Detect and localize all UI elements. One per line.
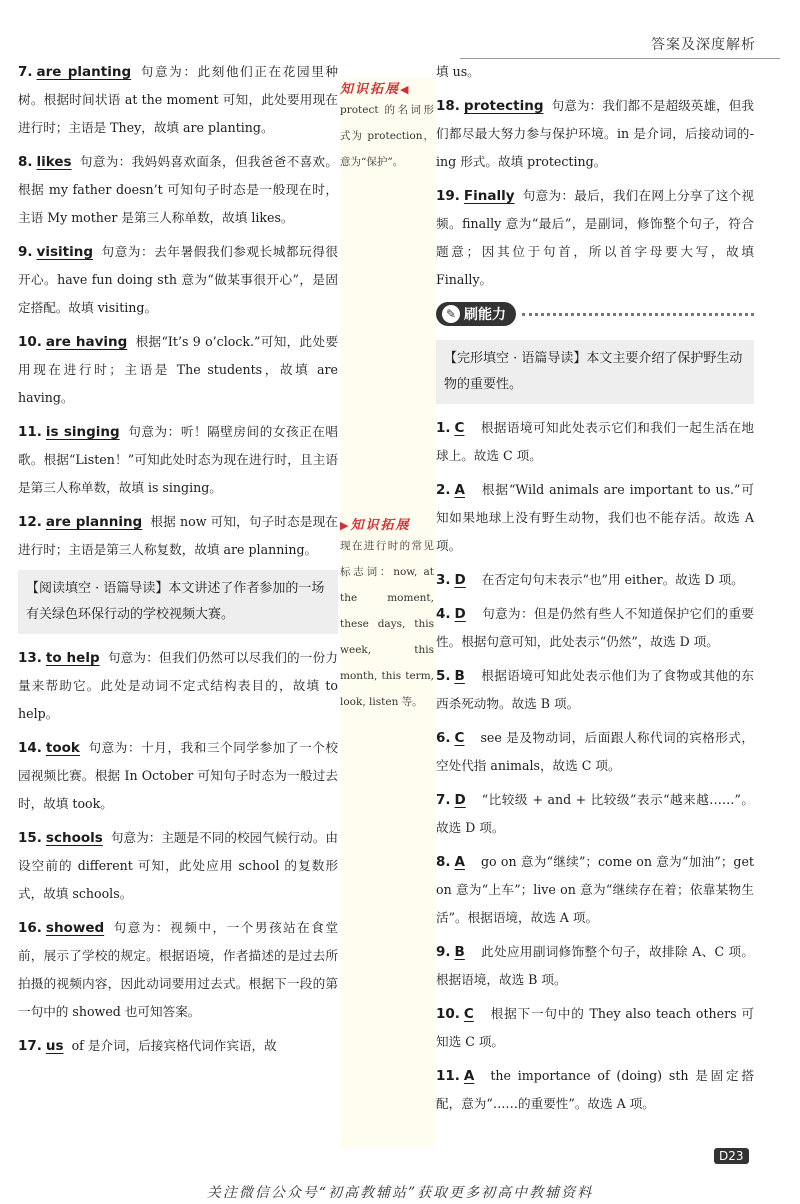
- answer-text: are planting: [36, 64, 132, 80]
- explanation-text: 句意为：视频中，一个男孩站在食堂前，展示了学校的规定。根据语境，作者描述的是过去所拍摄的视频内容，因此动词要用过去式。根据下一段的第一句中的 showed 也可知答案。: [18, 920, 338, 1019]
- explanation-text: 在否定句句末表示“也”用 either。故选 D 项。: [481, 572, 744, 587]
- question-number: 5.: [436, 668, 451, 684]
- answer-text: is singing: [45, 424, 120, 440]
- knowledge-tip-title: ▶知识拓展: [340, 518, 411, 533]
- explanation-text: 根据“Wild animals are important to us.”可知如果地球上没有野生动物，我们也不能存活。故选 A 项。: [436, 482, 754, 553]
- question-number: 9.: [18, 244, 33, 260]
- pencil-icon: ✎: [442, 305, 460, 323]
- explanation-text: “比较级 + and + 比较级”表示“越来越……”。故选 D 项。: [436, 792, 754, 835]
- knowledge-tip-2: [340, 514, 434, 715]
- brush-ability-label: 刷能力: [464, 307, 506, 323]
- answer-item: [18, 824, 338, 908]
- brush-ability-badge: [436, 302, 516, 326]
- explanation-text: 句意为：听！隔壁房间的女孩正在唱歌。根据“Listen！”可知此处时态为现在进行时，且主语是第三人称单数，故填 is singing。: [18, 424, 339, 495]
- question-number: 10.: [18, 334, 42, 350]
- answer-item: [18, 148, 338, 232]
- question-number: 4.: [436, 606, 451, 622]
- passage-guide-banner: 【阅读填空 · 语篇导读】本文讲述了作者参加的一场有关绿色环保行动的学校视频大赛。: [18, 570, 338, 634]
- answer-text: C: [463, 1006, 474, 1022]
- answer-item: [18, 734, 338, 818]
- explanation-text: 句意为：但是仍然有些人不知道保护它们的重要性。根据句意可知，此处表示“仍然”，故选 D 项。: [436, 606, 754, 649]
- answer-text: showed: [45, 920, 105, 936]
- answer-text: visiting: [36, 244, 93, 260]
- question-number: 2.: [436, 482, 451, 498]
- answer-item: [18, 508, 338, 564]
- knowledge-tip-title: 知识拓展◀: [340, 82, 411, 97]
- explanation-text: 句意为：此刻他们正在花园里种树。根据时间状语 at the moment 可知，此处要用现在进行时；主语是 They，故填 are planting。: [18, 64, 338, 135]
- answer-item: [436, 848, 754, 932]
- arrow-right-icon: ▶: [340, 519, 351, 532]
- answer-text: D: [454, 572, 466, 588]
- margin-notes: [340, 78, 436, 1148]
- answer-text: A: [463, 1068, 475, 1084]
- answer-text: protecting: [463, 98, 544, 114]
- explanation-text: 句意为：但我们仍然可以尽我们的一份力量来帮助它。此处是动词不定式结构表目的，故填 to help。: [18, 650, 338, 721]
- dotted-rule: [522, 313, 754, 316]
- answer-text: B: [454, 668, 465, 684]
- explanation-text: 句意为：十月，我和三个同学参加了一个校园视频比赛。根据 In October 可知句子时态为一般过去时，故填 took。: [18, 740, 338, 811]
- answer-item: [436, 662, 754, 718]
- question-number: 19.: [436, 188, 460, 204]
- answer-text: Finally: [463, 188, 515, 204]
- explanation-text: 根据语境可知此处表示它们和我们一起生活在地球上。故选 C 项。: [436, 420, 754, 463]
- explanation-text: 句意为：我妈妈喜欢面条，但我爸爸不喜欢。根据 my father doesn’t 可知句子时态是一般现在时，主语 My mother 是第三人称单数，故填 likes。: [18, 154, 338, 225]
- answer-text: A: [454, 854, 465, 870]
- question-number: 14.: [18, 740, 42, 756]
- question-number: 3.: [436, 572, 451, 588]
- answer-item: [436, 566, 754, 594]
- explanation-text: 此处应用副词修饰整个句子，故排除 A、C 项。根据语境，故选 B 项。: [436, 944, 754, 987]
- arrow-left-icon: ◀: [400, 83, 411, 96]
- answer-item: [436, 600, 754, 656]
- answer-item: [18, 238, 338, 322]
- answer-text: likes: [36, 154, 72, 170]
- answer-item: [436, 938, 754, 994]
- question-number: 17.: [18, 1038, 42, 1054]
- answer-item: [18, 644, 338, 728]
- question-number: 11.: [436, 1068, 460, 1084]
- answer-item: [436, 92, 754, 176]
- explanation-text: 句意为：我们都不是超级英雄，但我们都尽最大努力参与保护环境。in 是介词，后接动词的-ing 形式。故填 protecting。: [436, 98, 754, 169]
- answer-text: C: [454, 420, 465, 436]
- section-divider: [436, 302, 754, 326]
- footer-note: 关注微信公众号“初高教辅站”获取更多初高中教辅资料: [206, 1185, 594, 1201]
- question-number: 7.: [436, 792, 451, 808]
- answer-text: D: [454, 606, 466, 622]
- explanation-text: 根据 now 可知，句子时态是现在进行时；主语是第三人称复数，故填 are planning。: [18, 514, 338, 557]
- answer-item: [436, 724, 754, 780]
- answer-text: took: [45, 740, 80, 756]
- answer-text: are having: [45, 334, 128, 350]
- page-header: 答案及深度解析: [651, 37, 756, 53]
- answer-text: A: [454, 482, 465, 498]
- answer-item: [436, 786, 754, 842]
- answer-item: [436, 58, 754, 86]
- explanation-text: go on 意为“继续”；come on 意为“加油”；get on 意为“上车”；live on 意为“继续存在着；依靠某物生活”。根据语境，故选 A 项。: [436, 854, 754, 925]
- question-number: 13.: [18, 650, 42, 666]
- explanation-text: 根据“It’s 9 o’clock.”可知，此处要用现在进行时；主语是 The students，故填 are having。: [18, 334, 338, 405]
- explanation-text: 句意为：去年暑假我们参观长城都玩得很开心。have fun doing sth 意为“做某事很开心”，是固定搭配。故填 visiting。: [18, 244, 338, 315]
- right-column: [436, 58, 754, 1124]
- question-number: 1.: [436, 420, 451, 436]
- answer-text: C: [454, 730, 465, 746]
- explanation-text: 根据语境可知此处表示他们为了食物或其他的东西杀死动物。故选 B 项。: [436, 668, 754, 711]
- explanation-text: 句意为：主题是不同的校园气候行动。由设空前的 different 可知，此处应用 school 的复数形式，故填 schools。: [18, 830, 338, 901]
- explanation-text: 填 us。: [436, 64, 480, 79]
- knowledge-tip-body: 现在进行时的常见标志词：now, at the moment, these days, this week, this month, this term, look, listen 等。: [340, 540, 434, 708]
- answer-item: [436, 414, 754, 470]
- question-number: 12.: [18, 514, 42, 530]
- question-number: 16.: [18, 920, 42, 936]
- left-column: [18, 58, 338, 1066]
- explanation-text: 句意为：最后，我们在网上分享了这个视频。finally 意为“最后”，是副词，修饰整个句子，符合题意；因其位于句首，所以首字母要大写，故填 Finally。: [436, 188, 754, 287]
- answer-text: B: [454, 944, 465, 960]
- question-number: 11.: [18, 424, 42, 440]
- question-number: 7.: [18, 64, 33, 80]
- answer-item: [18, 914, 338, 1026]
- answer-item: [18, 418, 338, 502]
- answer-text: schools: [45, 830, 103, 846]
- explanation-text: 根据下一句中的 They also teach others 可知选 C 项。: [436, 1006, 754, 1049]
- answer-item: [18, 328, 338, 412]
- question-number: 18.: [436, 98, 460, 114]
- page-number: D23: [714, 1148, 749, 1164]
- answer-text: us: [45, 1038, 64, 1054]
- knowledge-tip-body: protect 的名词形式为 protection，意为“保护”。: [340, 104, 434, 168]
- question-number: 15.: [18, 830, 42, 846]
- question-number: 8.: [436, 854, 451, 870]
- answer-item: [436, 476, 754, 560]
- answer-item: [436, 1062, 754, 1118]
- explanation-text: see 是及物动词，后面跟人称代词的宾格形式，空处代指 animals，故选 C 项。: [436, 730, 754, 773]
- question-number: 8.: [18, 154, 33, 170]
- answer-item: [18, 58, 338, 142]
- answer-item: [436, 1000, 754, 1056]
- answer-item: [18, 1032, 338, 1060]
- explanation-text: of 是介词，后接宾格代词作宾语，故: [71, 1038, 277, 1053]
- passage-guide-banner: 【完形填空 · 语篇导读】本文主要介绍了保护野生动物的重要性。: [436, 340, 754, 404]
- explanation-text: the importance of (doing) sth 是固定搭配，意为“……的重要性”。故选 A 项。: [436, 1068, 754, 1111]
- knowledge-tip-1: [340, 78, 434, 175]
- question-number: 6.: [436, 730, 451, 746]
- question-number: 10.: [436, 1006, 460, 1022]
- answer-text: to help: [45, 650, 100, 666]
- answer-text: are planning: [45, 514, 143, 530]
- question-number: 9.: [436, 944, 451, 960]
- answer-item: [436, 182, 754, 294]
- answer-text: D: [454, 792, 466, 808]
